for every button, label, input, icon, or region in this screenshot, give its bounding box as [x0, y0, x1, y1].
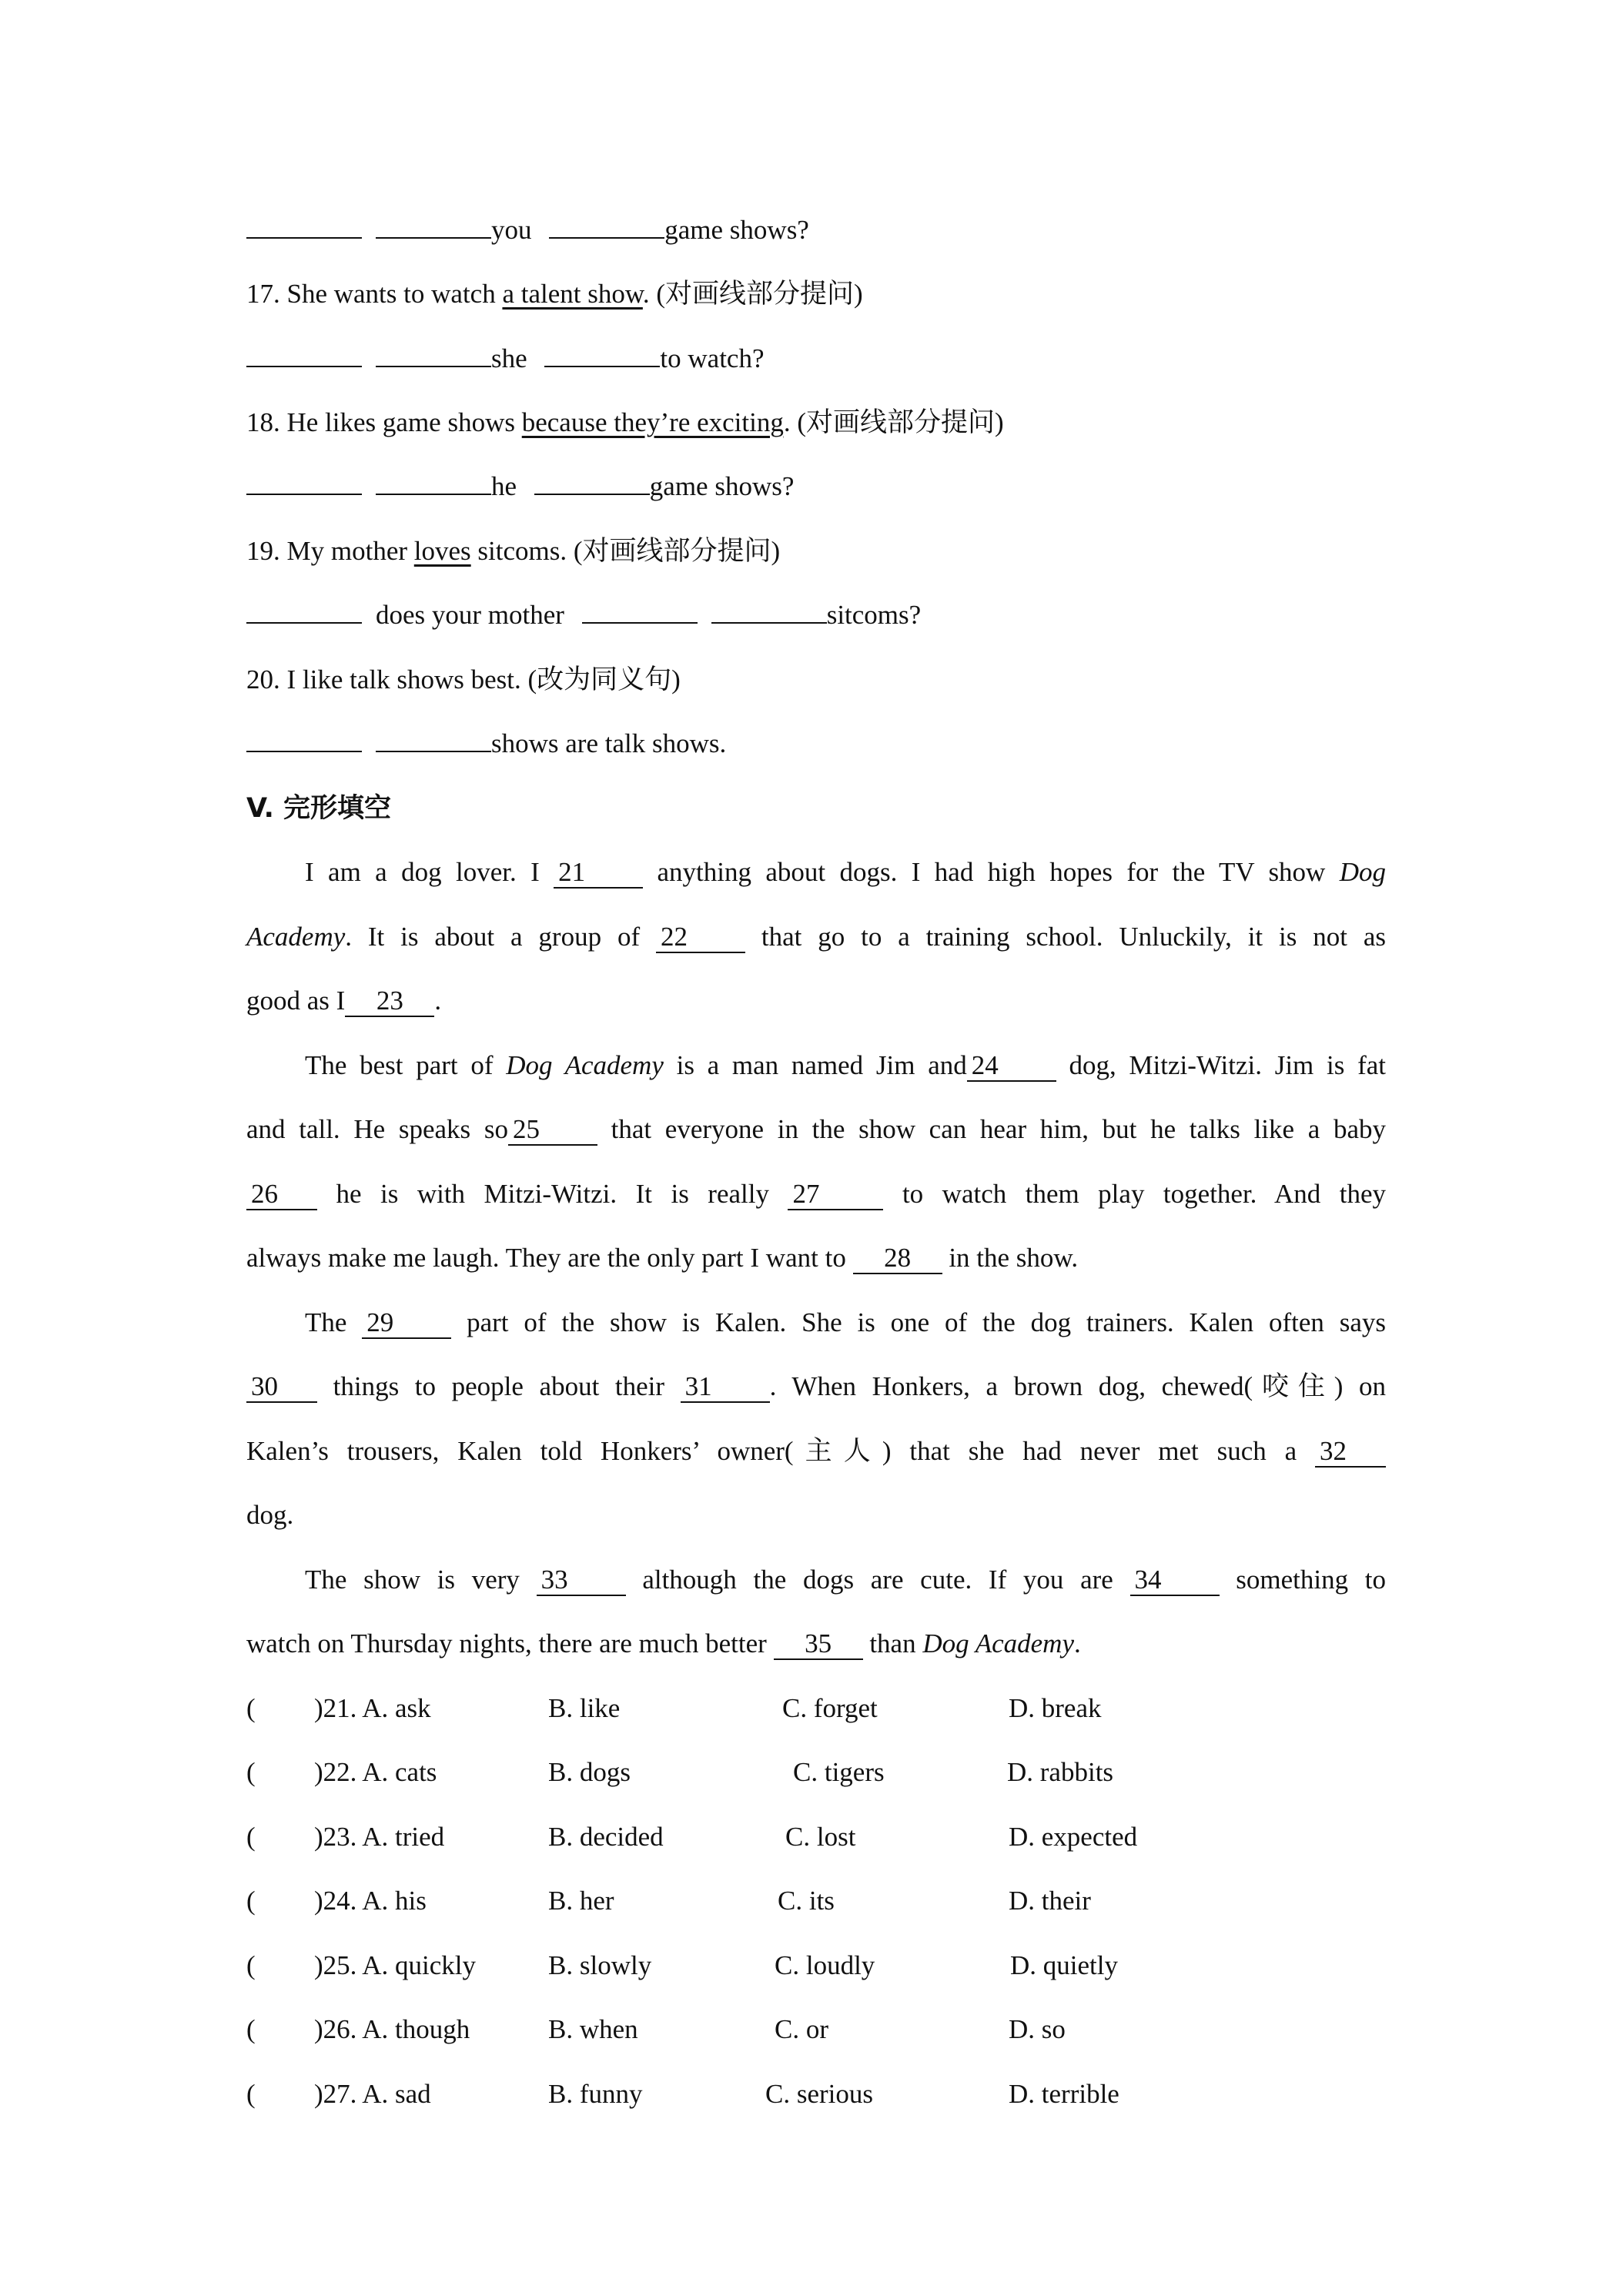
- option-c[interactable]: C. its: [778, 1886, 835, 1916]
- answer-blank[interactable]: [534, 469, 650, 495]
- option-b[interactable]: B. when: [548, 2014, 638, 2044]
- option-d[interactable]: D. so: [1009, 2014, 1066, 2044]
- cloze-blank[interactable]: 32: [1315, 1437, 1386, 1468]
- option-b[interactable]: B. decided: [548, 1822, 664, 1852]
- passage-line: The best part of Dog Academy is a man named Jim and 24 dog, Mitzi-Witzi. Jim is fat: [305, 1050, 1386, 1080]
- option-d[interactable]: D. terrible: [1009, 2079, 1119, 2109]
- option-d[interactable]: D. quietly: [1010, 1950, 1118, 1980]
- cloze-blank[interactable]: 23: [345, 986, 434, 1017]
- underlined-phrase: a talent show: [502, 279, 643, 309]
- option-d[interactable]: D. break: [1009, 1693, 1102, 1723]
- answer-blank[interactable]: [246, 469, 362, 495]
- option-c[interactable]: C. forget: [782, 1693, 878, 1723]
- option-b[interactable]: B. slowly: [548, 1950, 652, 1980]
- answer-blank[interactable]: [376, 726, 491, 752]
- passage-line: 30 things to people about their 31 . When Honkers, a brown dog, chewed(咬住) on: [246, 1369, 1386, 1404]
- underlined-phrase: because they’re exciting: [521, 407, 784, 437]
- answer-blank[interactable]: [544, 341, 660, 367]
- answer-blank[interactable]: [246, 213, 362, 239]
- passage-line: Kalen’s trousers, Kalen told Honkers’ owner(主人) that she had never met such a 32: [246, 1434, 1386, 1469]
- option-d[interactable]: D. expected: [1009, 1822, 1138, 1852]
- passage-line: watch on Thursday nights, there are much better 35 than Dog Academy.: [246, 1628, 1081, 1658]
- option-d[interactable]: D. their: [1009, 1886, 1091, 1916]
- answer-blank[interactable]: [376, 469, 491, 495]
- cloze-blank[interactable]: 24: [967, 1051, 1056, 1082]
- cloze-blank[interactable]: 31: [681, 1372, 770, 1403]
- answer-line-20: shows are talk shows.: [246, 726, 1386, 761]
- cloze-blank[interactable]: 21: [554, 858, 643, 889]
- worksheet-page: you game shows? 17. She wants to watch a talent show. (对画线部分提问) she to watch? 18. He likes game shows because they’re exciting. (对画线部分提问) he game shows? 19. My mother loves sitcoms. (对画线部分提问) does your mother sitcoms? 20. I like talk shows best. (改为同义句) shows are talk shows. V. 完形填空 I am a dog lover. I 21 anything about dogs. I had high hopes for the TV show Dog Academy. It is about a group of 22 that go to a training school. Unluckily, it is not as good as I 23 . The best part of Dog Academy is a man named Jim and 24 dog, Mitzi-Witzi. Jim is fat and tall. He speaks so 25 that everyone in the show can hear him, but he talks like a baby 26 he is with Mitzi-Witzi. It is really 27 to watch them play together. And they always make me laugh. They are the only part I want to 28 in the show. The 29 part of the show is Kalen. She is one of the dog trainers. Kalen often says 30 things to people about their 31 . When Honkers, a brown dog, chewed(咬住) on Kalen’s trousers, Kalen told Honkers’ owner(主人) that she had never met such a 32 dog. The show is very 33 although the dogs are cute. If you are 34 something to watch on Thursday nights, there are much better 35 than Dog Academy. ( )21. A. ask B. like C. forget D. break ( )22. A. cats B. dogs C. tigers D. rabbits ( )23. A. tried B. decided C. lost D. expected ( )24. A. his B. her C. its D. their ( )25. A. quickly B. slowly C. loudly D. quietly ( )26. A. though B. when C. or D. so ( )27. A. sad B. funny C. serious D. terrible: [0, 0, 1623, 2296]
- question-19: 19. My mother loves sitcoms. (对画线部分提问): [246, 536, 781, 566]
- passage-line: The 29 part of the show is Kalen. She is one of the dog trainers. Kalen often says: [305, 1307, 1386, 1337]
- cloze-blank[interactable]: 27: [788, 1180, 883, 1210]
- question-18: 18. He likes game shows because they’re exciting. (对画线部分提问): [246, 407, 1004, 437]
- passage-line: dog.: [246, 1500, 294, 1530]
- question-20: 20. I like talk shows best. (改为同义句): [246, 664, 681, 694]
- option-c[interactable]: C. serious: [765, 2079, 873, 2109]
- passage-line: good as I 23 .: [246, 986, 442, 1016]
- section-title: V. 完形填空: [246, 793, 392, 824]
- cloze-blank[interactable]: 26: [246, 1180, 317, 1210]
- option-b[interactable]: B. dogs: [548, 1757, 631, 1787]
- cloze-blank[interactable]: 22: [656, 922, 745, 953]
- passage-line: always make me laugh. They are the only part I want to 28 in the show.: [246, 1243, 1079, 1273]
- cloze-blank[interactable]: 28: [853, 1243, 942, 1274]
- option-c[interactable]: C. or: [775, 2014, 828, 2044]
- answer-blank[interactable]: [582, 597, 698, 624]
- answer-line-19: does your mother sitcoms?: [246, 597, 1386, 633]
- option-b[interactable]: B. funny: [548, 2079, 643, 2109]
- question-17: 17. She wants to watch a talent show. (对画线部分提问): [246, 279, 863, 309]
- cloze-blank[interactable]: 30: [246, 1372, 317, 1403]
- cloze-blank[interactable]: 35: [774, 1629, 863, 1660]
- answer-blank[interactable]: [246, 597, 362, 624]
- option-d[interactable]: D. rabbits: [1007, 1757, 1114, 1787]
- answer-blank[interactable]: [246, 726, 362, 752]
- option-c[interactable]: C. tigers: [793, 1757, 885, 1787]
- answer-blank[interactable]: [549, 213, 664, 239]
- option-b[interactable]: B. like: [548, 1693, 621, 1723]
- underlined-phrase: loves: [413, 536, 471, 566]
- passage-line: The show is very 33 although the dogs are cute. If you are 34 something to: [305, 1565, 1386, 1595]
- passage-line: and tall. He speaks so 25 that everyone in the show can hear him, but he talks like a baby: [246, 1114, 1386, 1144]
- answer-blank[interactable]: [246, 341, 362, 367]
- passage-line: Academy. It is about a group of 22 that go to a training school. Unluckily, it is not as: [246, 922, 1386, 952]
- cloze-blank[interactable]: 34: [1130, 1565, 1220, 1596]
- cloze-blank[interactable]: 29: [362, 1308, 451, 1339]
- passage-line: I am a dog lover. I 21 anything about dogs. I had high hopes for the TV show Dog: [305, 857, 1386, 887]
- option-b[interactable]: B. her: [548, 1886, 614, 1916]
- option-c[interactable]: C. loudly: [775, 1950, 875, 1980]
- cloze-blank[interactable]: 25: [508, 1115, 597, 1146]
- answer-blank[interactable]: [376, 341, 491, 367]
- option-c[interactable]: C. lost: [785, 1822, 856, 1852]
- answer-blank[interactable]: [376, 213, 491, 239]
- answer-blank[interactable]: [711, 597, 827, 624]
- answer-line-16: you game shows?: [246, 213, 1386, 248]
- passage-line: 26 he is with Mitzi-Witzi. It is really 27 to watch them play together. And they: [246, 1176, 1386, 1212]
- cloze-blank[interactable]: 33: [537, 1565, 626, 1596]
- answer-line-18: he game shows?: [246, 469, 1386, 504]
- answer-line-17: she to watch?: [246, 341, 1386, 377]
